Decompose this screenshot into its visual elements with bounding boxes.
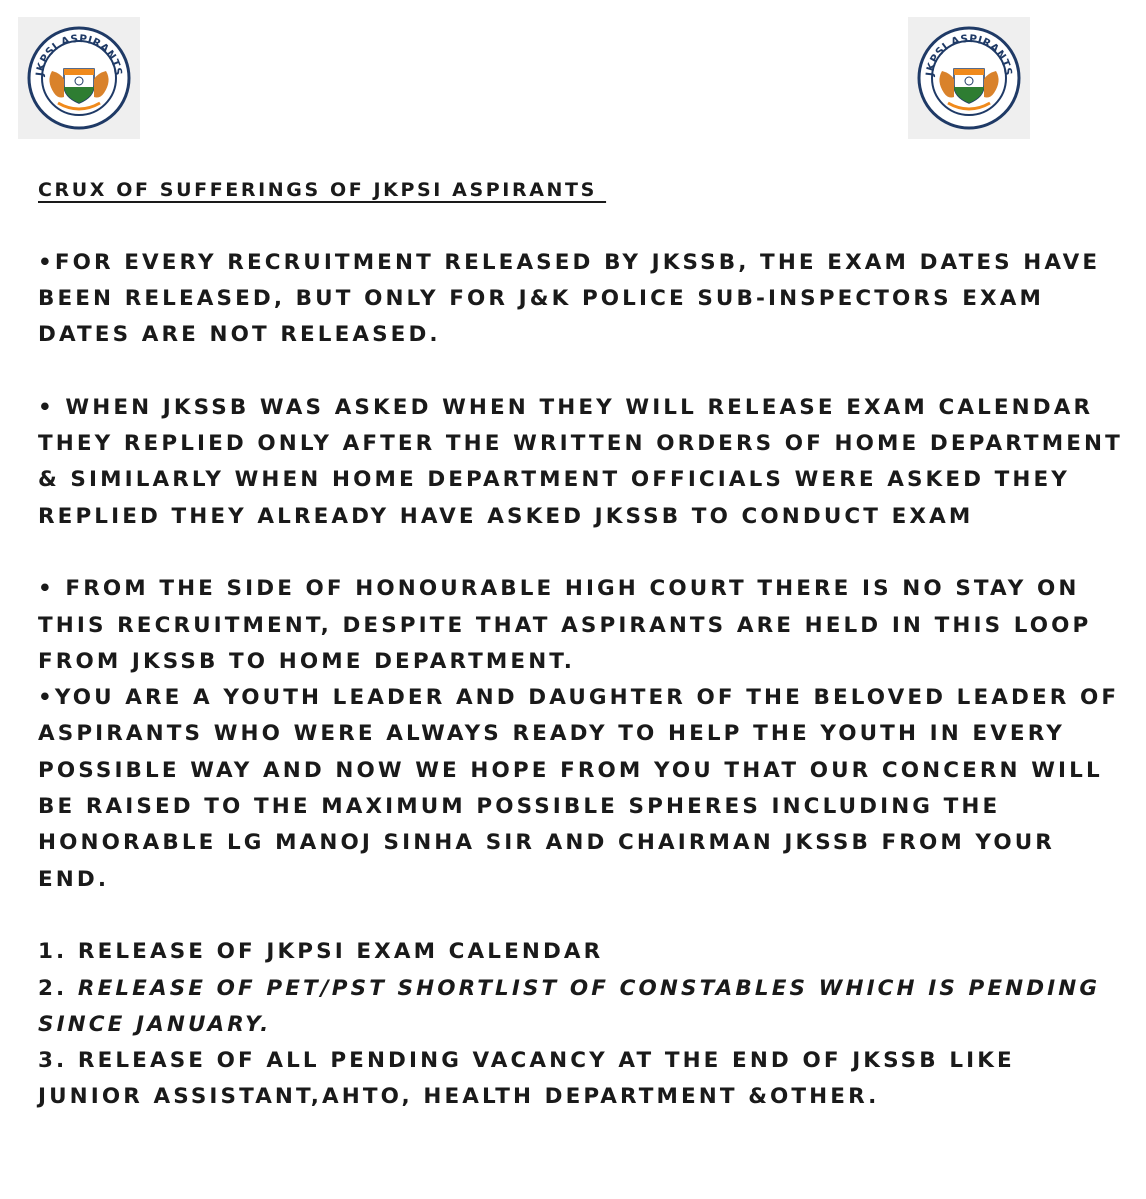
jkpsi-logo-emblem	[914, 23, 1024, 133]
jkpsi-logo-emblem	[24, 23, 134, 133]
demand-text: RELEASE OF PET/PST SHORTLIST OF CONSTABLES WHICH IS PENDING SINCE JANUARY.	[38, 975, 1101, 1037]
svg-text:JKPSI ASPIRANTS: JKPSI ASPIRANTS	[924, 32, 1015, 77]
demand-item-2	[38, 971, 1128, 1044]
demand-number: 2.	[38, 975, 78, 1001]
spacer	[38, 535, 1128, 571]
paragraph-jkssb-response: • WHEN JKSSB WAS ASKED WHEN THEY WILL RELEASE EXAM CALENDAR THEY REPLIED ONLY AFTER THE WRITTEN ORDERS OF HOME DEPARTMENT & SIMILARLY WHEN HOME DEPARTMENT OFFICIALS WERE ASKED THEY REPLIED THEY ALREADY HAVE ASKED JKSSB TO CONDUCT EXAM	[38, 394, 1123, 529]
demand-item-3	[38, 1043, 1128, 1116]
demand-item-1	[38, 934, 1128, 970]
demand-number: 1.	[38, 939, 78, 965]
logo-left	[18, 17, 140, 139]
paragraph-youth-leader: •YOU ARE A YOUTH LEADER AND DAUGHTER OF THE BELOVED LEADER OF ASPIRANTS WHO WERE ALWAYS READY TO HELP THE YOUTH IN EVERY POSSIBLE WAY AND NOW WE HOPE FROM YOU THAT OUR CONCERN WILL BE RAISED TO THE MAXIMUM POSSIBLE SPHERES INCLUDING THE HONORABLE LG MANOJ SINHA SIR AND CHAIRMAN JKSSB FROM YOUR END.	[38, 685, 1120, 892]
spacer	[38, 208, 1128, 244]
spacer	[38, 353, 1128, 389]
paragraph-exam-dates: •FOR EVERY RECRUITMENT RELEASED BY JKSSB, THE EXAM DATES HAVE BEEN RELEASED, BUT ONLY FOR J&K POLICE SUB-INSPECTORS EXAM DATES ARE NOT RELEASED.	[38, 249, 1101, 348]
letter-body	[38, 172, 1128, 1116]
spacer	[38, 898, 1128, 934]
paragraph-high-court: • FROM THE SIDE OF HONOURABLE HIGH COURT THERE IS NO STAY ON THIS RECRUITMENT, DESPITE THAT ASPIRANTS ARE HELD IN THIS LOOP FROM JKSSB TO HOME DEPARTMENT.	[38, 576, 1092, 674]
demand-text: RELEASE OF JKPSI EXAM CALENDAR	[77, 939, 604, 965]
demand-text: RELEASE OF ALL PENDING VACANCY AT THE END OF JKSSB LIKE JUNIOR ASSISTANT,AHTO, HEALTH DEPARTMENT &OTHER.	[38, 1048, 1015, 1110]
logo-right	[908, 17, 1030, 139]
document-heading: CRUX OF SUFFERINGS OF JKPSI ASPIRANTS	[38, 179, 607, 201]
demand-number: 3.	[38, 1048, 78, 1074]
svg-text:JKPSI ASPIRANTS: JKPSI ASPIRANTS	[34, 32, 125, 77]
